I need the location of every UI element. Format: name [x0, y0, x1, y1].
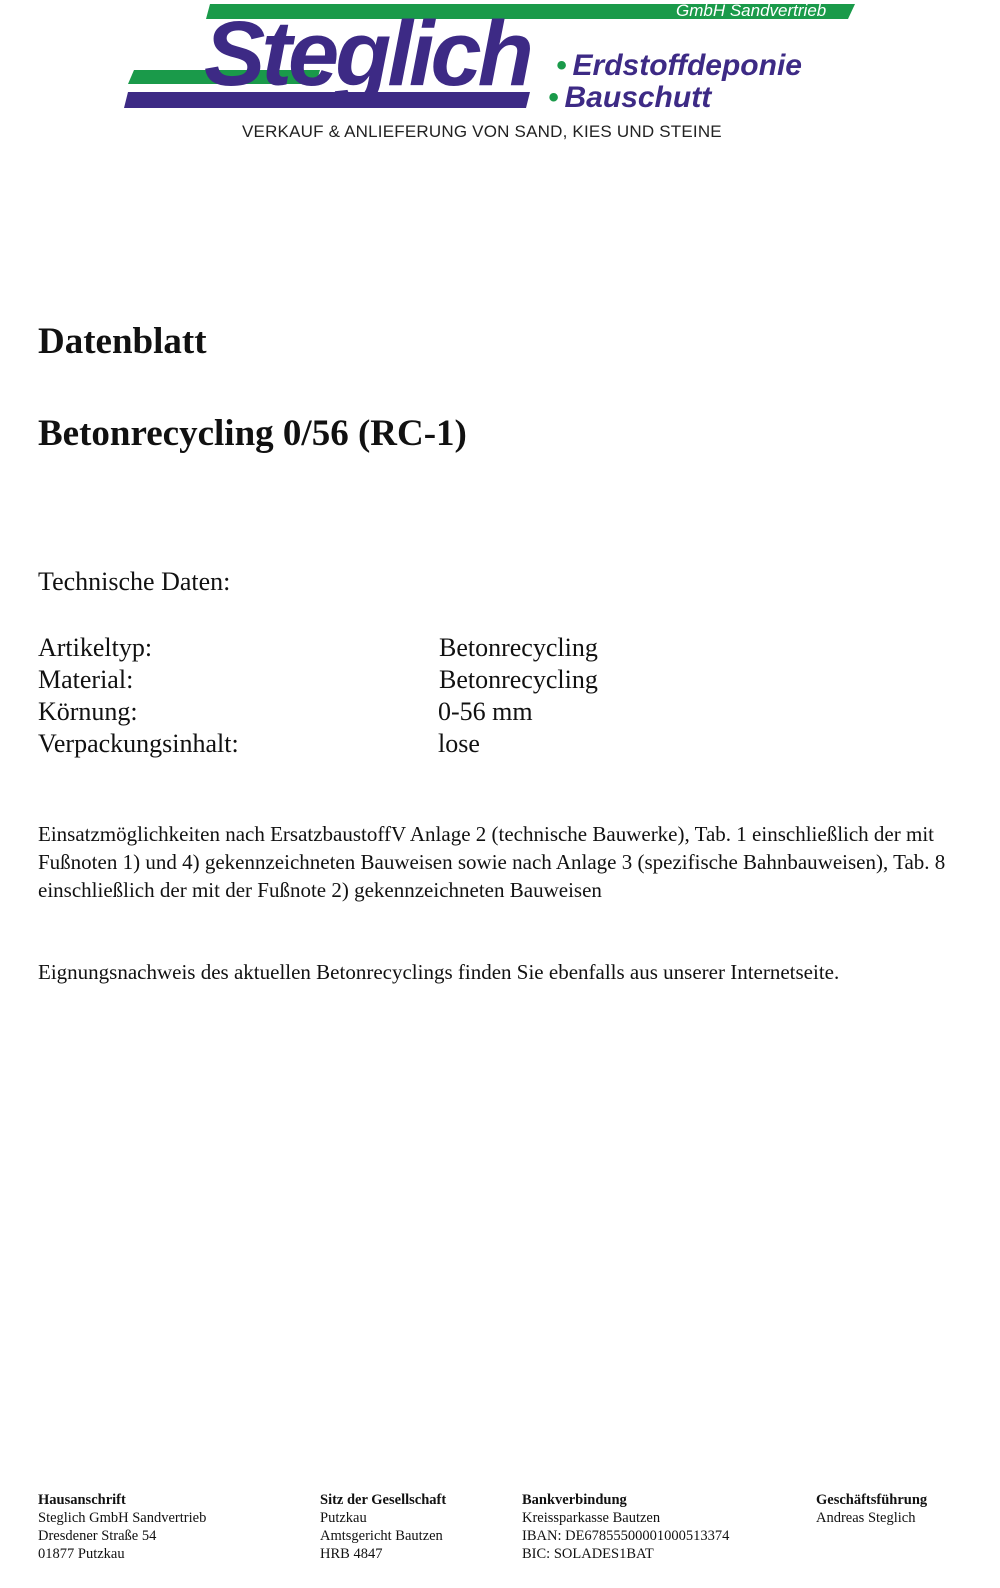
footer-heading: Hausanschrift: [38, 1492, 126, 1508]
logo-subtitle: GmbH Sandvertrieb: [676, 1, 827, 20]
footer-address: [38, 1491, 206, 1563]
logo-service-2: • Bauschutt: [548, 81, 712, 114]
technical-data-heading: Technische Daten:: [38, 567, 231, 596]
usage-paragraph: Einsatzmöglichkeiten nach ErsatzbaustoffV Anlage 2 (technische Bauwerke), Tab. 1 einschließlich der mit Fußnoten 1) und 4) gekennzeichneten Bauweisen sowie nach Anlage 3 (spezifische Bahnbauweisen), Tab. 8 einschließlich der mit der Fußnote 2) gekennzeichneten Bauweisen: [38, 822, 946, 902]
spec-label: Verpackungsinhalt:: [38, 729, 239, 758]
footer-bank: [522, 1491, 729, 1563]
spec-value: Betonrecycling: [439, 633, 598, 662]
document-type-heading: Datenblatt: [38, 321, 207, 362]
logo-tagline: VERKAUF & ANLIEFERUNG VON SAND, KIES UND STEINE: [242, 122, 722, 141]
spec-row: [38, 696, 738, 728]
footer-management: [816, 1491, 927, 1527]
company-logo: [120, 0, 860, 150]
footer-heading: Geschäftsführung: [816, 1492, 928, 1508]
footer-line: 01877 Putzkau: [38, 1546, 125, 1562]
spec-row: [38, 632, 738, 664]
footer-line: Andreas Steglich: [816, 1510, 916, 1526]
logo-wordmark: Steglich: [204, 3, 530, 105]
spec-value: Betonrecycling: [439, 665, 598, 694]
footer-line: IBAN: DE67855500001000513374: [522, 1528, 730, 1544]
bullet-icon: •: [548, 81, 559, 114]
spec-label: Körnung:: [38, 697, 138, 726]
footer-line: HRB 4847: [320, 1546, 383, 1562]
suitability-paragraph: Eignungsnachweis des aktuellen Betonrecyclings finden Sie ebenfalls aus unserer Internetseite.: [38, 960, 840, 984]
footer-line: Amtsgericht Bautzen: [320, 1528, 443, 1544]
spec-label: Artikeltyp:: [38, 633, 153, 662]
footer-heading: Sitz der Gesellschaft: [320, 1492, 447, 1508]
product-title: Betonrecycling 0/56 (RC-1): [38, 413, 467, 454]
footer-line: BIC: SOLADES1BAT: [522, 1546, 654, 1562]
spec-value: lose: [438, 729, 480, 758]
spec-table: [38, 632, 738, 760]
footer-heading: Bankverbindung: [522, 1492, 627, 1508]
spec-label: Material:: [38, 665, 134, 694]
bullet-icon: •: [556, 49, 567, 82]
footer-line: Steglich GmbH Sandvertrieb: [38, 1510, 207, 1526]
spec-row: [38, 664, 738, 696]
footer-line: Putzkau: [320, 1510, 367, 1526]
footer-line: Kreissparkasse Bautzen: [522, 1510, 661, 1526]
logo-service-1: • Erdstoffdeponie: [556, 49, 802, 82]
footer-company-seat: [320, 1491, 446, 1563]
spec-value: 0-56 mm: [438, 697, 533, 726]
spec-row: [38, 728, 738, 760]
footer-line: Dresdener Straße 54: [38, 1528, 157, 1544]
